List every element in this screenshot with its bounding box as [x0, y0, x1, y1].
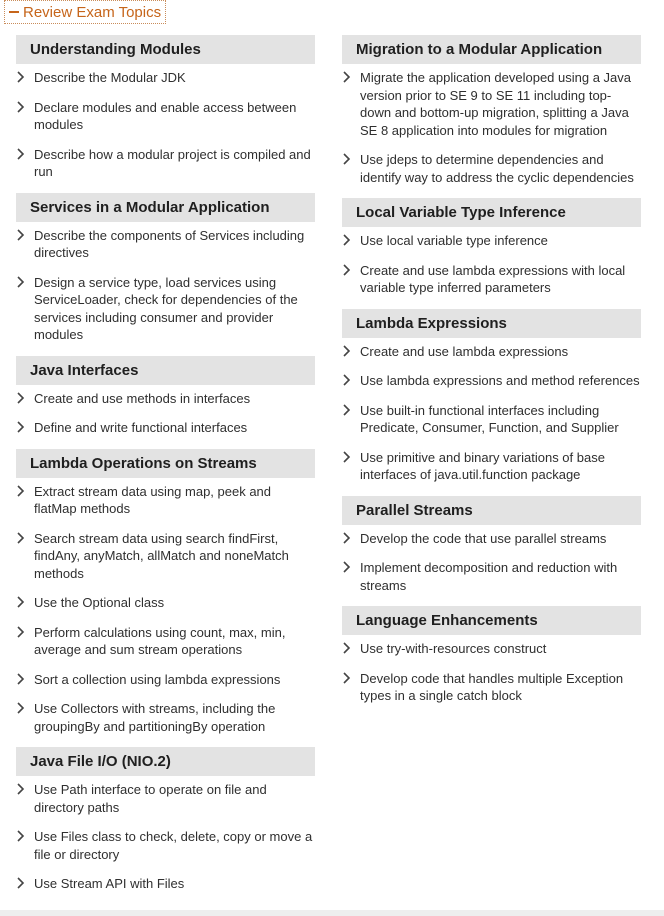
topic-text: Define and write functional interfaces — [34, 420, 248, 435]
topic-item — [16, 828, 315, 863]
topic-item — [342, 372, 641, 390]
topic-list — [16, 483, 315, 736]
topic-item — [16, 483, 315, 518]
topic-text: Sort a collection using lambda expressions — [34, 671, 281, 687]
topic-list — [342, 69, 641, 186]
chevron-right-icon — [342, 374, 351, 386]
chevron-right-icon — [342, 561, 351, 573]
topic-text: Use local variable type inference — [360, 233, 548, 248]
topic-item — [342, 559, 641, 594]
topic-text: Create and use methods in interfaces — [34, 390, 251, 406]
topic-list — [342, 232, 641, 297]
topic-item — [16, 146, 315, 181]
topic-text: Describe the components of Services including directives — [34, 227, 305, 260]
topic-text: Search stream data using search findFirst, findAny, anyMatch, allMatch and noneMatch methods — [34, 530, 289, 581]
chevron-right-icon — [342, 264, 351, 276]
topic-text: Declare modules and enable access between modules — [34, 99, 297, 132]
topic-text: Migrate the application developed using a Java version prior to SE 9 to SE 11 including top-down and bottom-up migration, splitting a Java SE 8 application into modules for migration — [360, 70, 632, 138]
section-local-variable-type-inference — [342, 198, 641, 297]
chevron-right-icon — [342, 71, 351, 83]
page-bottom-bar — [0, 910, 664, 916]
chevron-right-icon — [16, 421, 25, 433]
section-services-in-a-modular-application — [16, 193, 315, 344]
topic-text: Use Stream API with Files — [34, 876, 185, 891]
chevron-right-icon — [16, 626, 25, 638]
topic-item — [16, 69, 315, 87]
topic-item — [16, 875, 315, 893]
section-title: Services in a Modular Application — [16, 193, 315, 222]
topic-text: Use lambda expressions and method references — [360, 373, 640, 388]
section-java-interfaces — [16, 356, 315, 437]
review-exam-topics-toggle[interactable] — [4, 0, 166, 24]
chevron-right-icon — [16, 392, 25, 404]
topic-text: Use the Optional class — [34, 595, 165, 610]
chevron-right-icon — [342, 404, 351, 416]
topic-item — [342, 640, 641, 658]
topic-text: Implement decomposition and reduction with streams — [360, 560, 618, 593]
section-title: Language Enhancements — [342, 606, 641, 635]
topic-item — [16, 530, 315, 583]
section-understanding-modules — [16, 35, 315, 181]
topic-text: Extract stream data using map, peek and flatMap methods — [34, 483, 272, 516]
topic-item — [342, 262, 641, 297]
section-title: Parallel Streams — [342, 496, 641, 525]
section-language-enhancements — [342, 606, 641, 705]
topic-text: Create and use lambda expressions — [360, 343, 569, 359]
topic-list — [16, 69, 315, 181]
topic-text: Use Path interface to operate on file and directory paths — [34, 782, 267, 815]
chevron-right-icon — [16, 783, 25, 795]
section-title: Migration to a Modular Application — [342, 35, 641, 64]
chevron-right-icon — [16, 673, 25, 685]
topic-item — [16, 624, 315, 659]
chevron-right-icon — [16, 877, 25, 889]
topic-text: Perform calculations using count, max, min, average and sum stream operations — [34, 624, 286, 657]
section-title: Java Interfaces — [16, 356, 315, 385]
topic-item — [16, 781, 315, 816]
right-column — [342, 35, 641, 717]
topic-list — [16, 781, 315, 893]
topic-text: Use built-in functional interfaces including Predicate, Consumer, Function, and Supplier — [360, 402, 619, 435]
chevron-right-icon — [342, 532, 351, 544]
topic-list — [342, 640, 641, 705]
topic-text: Develop the code that use parallel streams — [360, 530, 607, 546]
chevron-right-icon — [16, 702, 25, 714]
topic-text: Use jdeps to determine dependencies and identify way to address the cyclic dependencies — [360, 152, 634, 185]
topic-item — [342, 530, 641, 548]
chevron-right-icon — [16, 830, 25, 842]
chevron-right-icon — [16, 101, 25, 113]
topic-text: Use Files class to check, delete, copy or move a file or directory — [34, 829, 313, 862]
topic-item — [342, 449, 641, 484]
section-title: Understanding Modules — [16, 35, 315, 64]
topic-item — [16, 419, 315, 437]
topic-item — [342, 69, 641, 139]
topic-list — [16, 227, 315, 344]
topic-item — [342, 670, 641, 705]
topic-item — [342, 402, 641, 437]
section-lambda-expressions — [342, 309, 641, 484]
chevron-right-icon — [16, 148, 25, 160]
section-lambda-operations-on-streams — [16, 449, 315, 736]
section-java-file-i-o-nio-2 — [16, 747, 315, 893]
topic-text: Develop code that handles multiple Exception types in a single catch block — [360, 670, 624, 703]
topic-text: Use primitive and binary variations of base interfaces of java.util.function package — [360, 449, 605, 482]
topic-item — [16, 99, 315, 134]
section-title: Java File I/O (NIO.2) — [16, 747, 315, 776]
topic-list — [16, 390, 315, 437]
topic-list — [342, 530, 641, 595]
chevron-right-icon — [16, 71, 25, 83]
chevron-right-icon — [342, 345, 351, 357]
left-column — [16, 35, 315, 905]
topic-item — [16, 700, 315, 735]
topic-text: Use Collectors with streams, including the groupingBy and partitioningBy operation — [34, 701, 276, 734]
chevron-right-icon — [342, 642, 351, 654]
minus-icon — [9, 11, 19, 13]
chevron-right-icon — [16, 532, 25, 544]
chevron-right-icon — [16, 229, 25, 241]
section-title: Local Variable Type Inference — [342, 198, 641, 227]
section-parallel-streams — [342, 496, 641, 595]
chevron-right-icon — [342, 451, 351, 463]
chevron-right-icon — [342, 153, 351, 165]
chevron-right-icon — [342, 234, 351, 246]
chevron-right-icon — [342, 672, 351, 684]
chevron-right-icon — [16, 596, 25, 608]
topic-item — [16, 274, 315, 344]
review-exam-topics-label: Review Exam Topics — [23, 3, 162, 21]
topic-item — [16, 227, 315, 262]
topic-text: Describe how a modular project is compiled and run — [34, 146, 311, 179]
section-migration-to-a-modular-application — [342, 35, 641, 186]
topic-item — [342, 151, 641, 186]
topic-text: Design a service type, load services using ServiceLoader, check for dependencies of the services including consumer and provider modules — [34, 274, 298, 342]
chevron-right-icon — [16, 485, 25, 497]
chevron-right-icon — [16, 276, 25, 288]
topic-item — [16, 671, 315, 689]
section-title: Lambda Expressions — [342, 309, 641, 338]
topic-text: Use try-with-resources construct — [360, 641, 547, 656]
topic-item — [16, 594, 315, 612]
topic-text: Describe the Modular JDK — [34, 70, 186, 85]
topic-item — [342, 232, 641, 250]
topic-text: Create and use lambda expressions with local variable type inferred parameters — [360, 262, 626, 295]
topic-item — [342, 343, 641, 361]
section-title: Lambda Operations on Streams — [16, 449, 315, 478]
topic-item — [16, 390, 315, 408]
topic-list — [342, 343, 641, 484]
